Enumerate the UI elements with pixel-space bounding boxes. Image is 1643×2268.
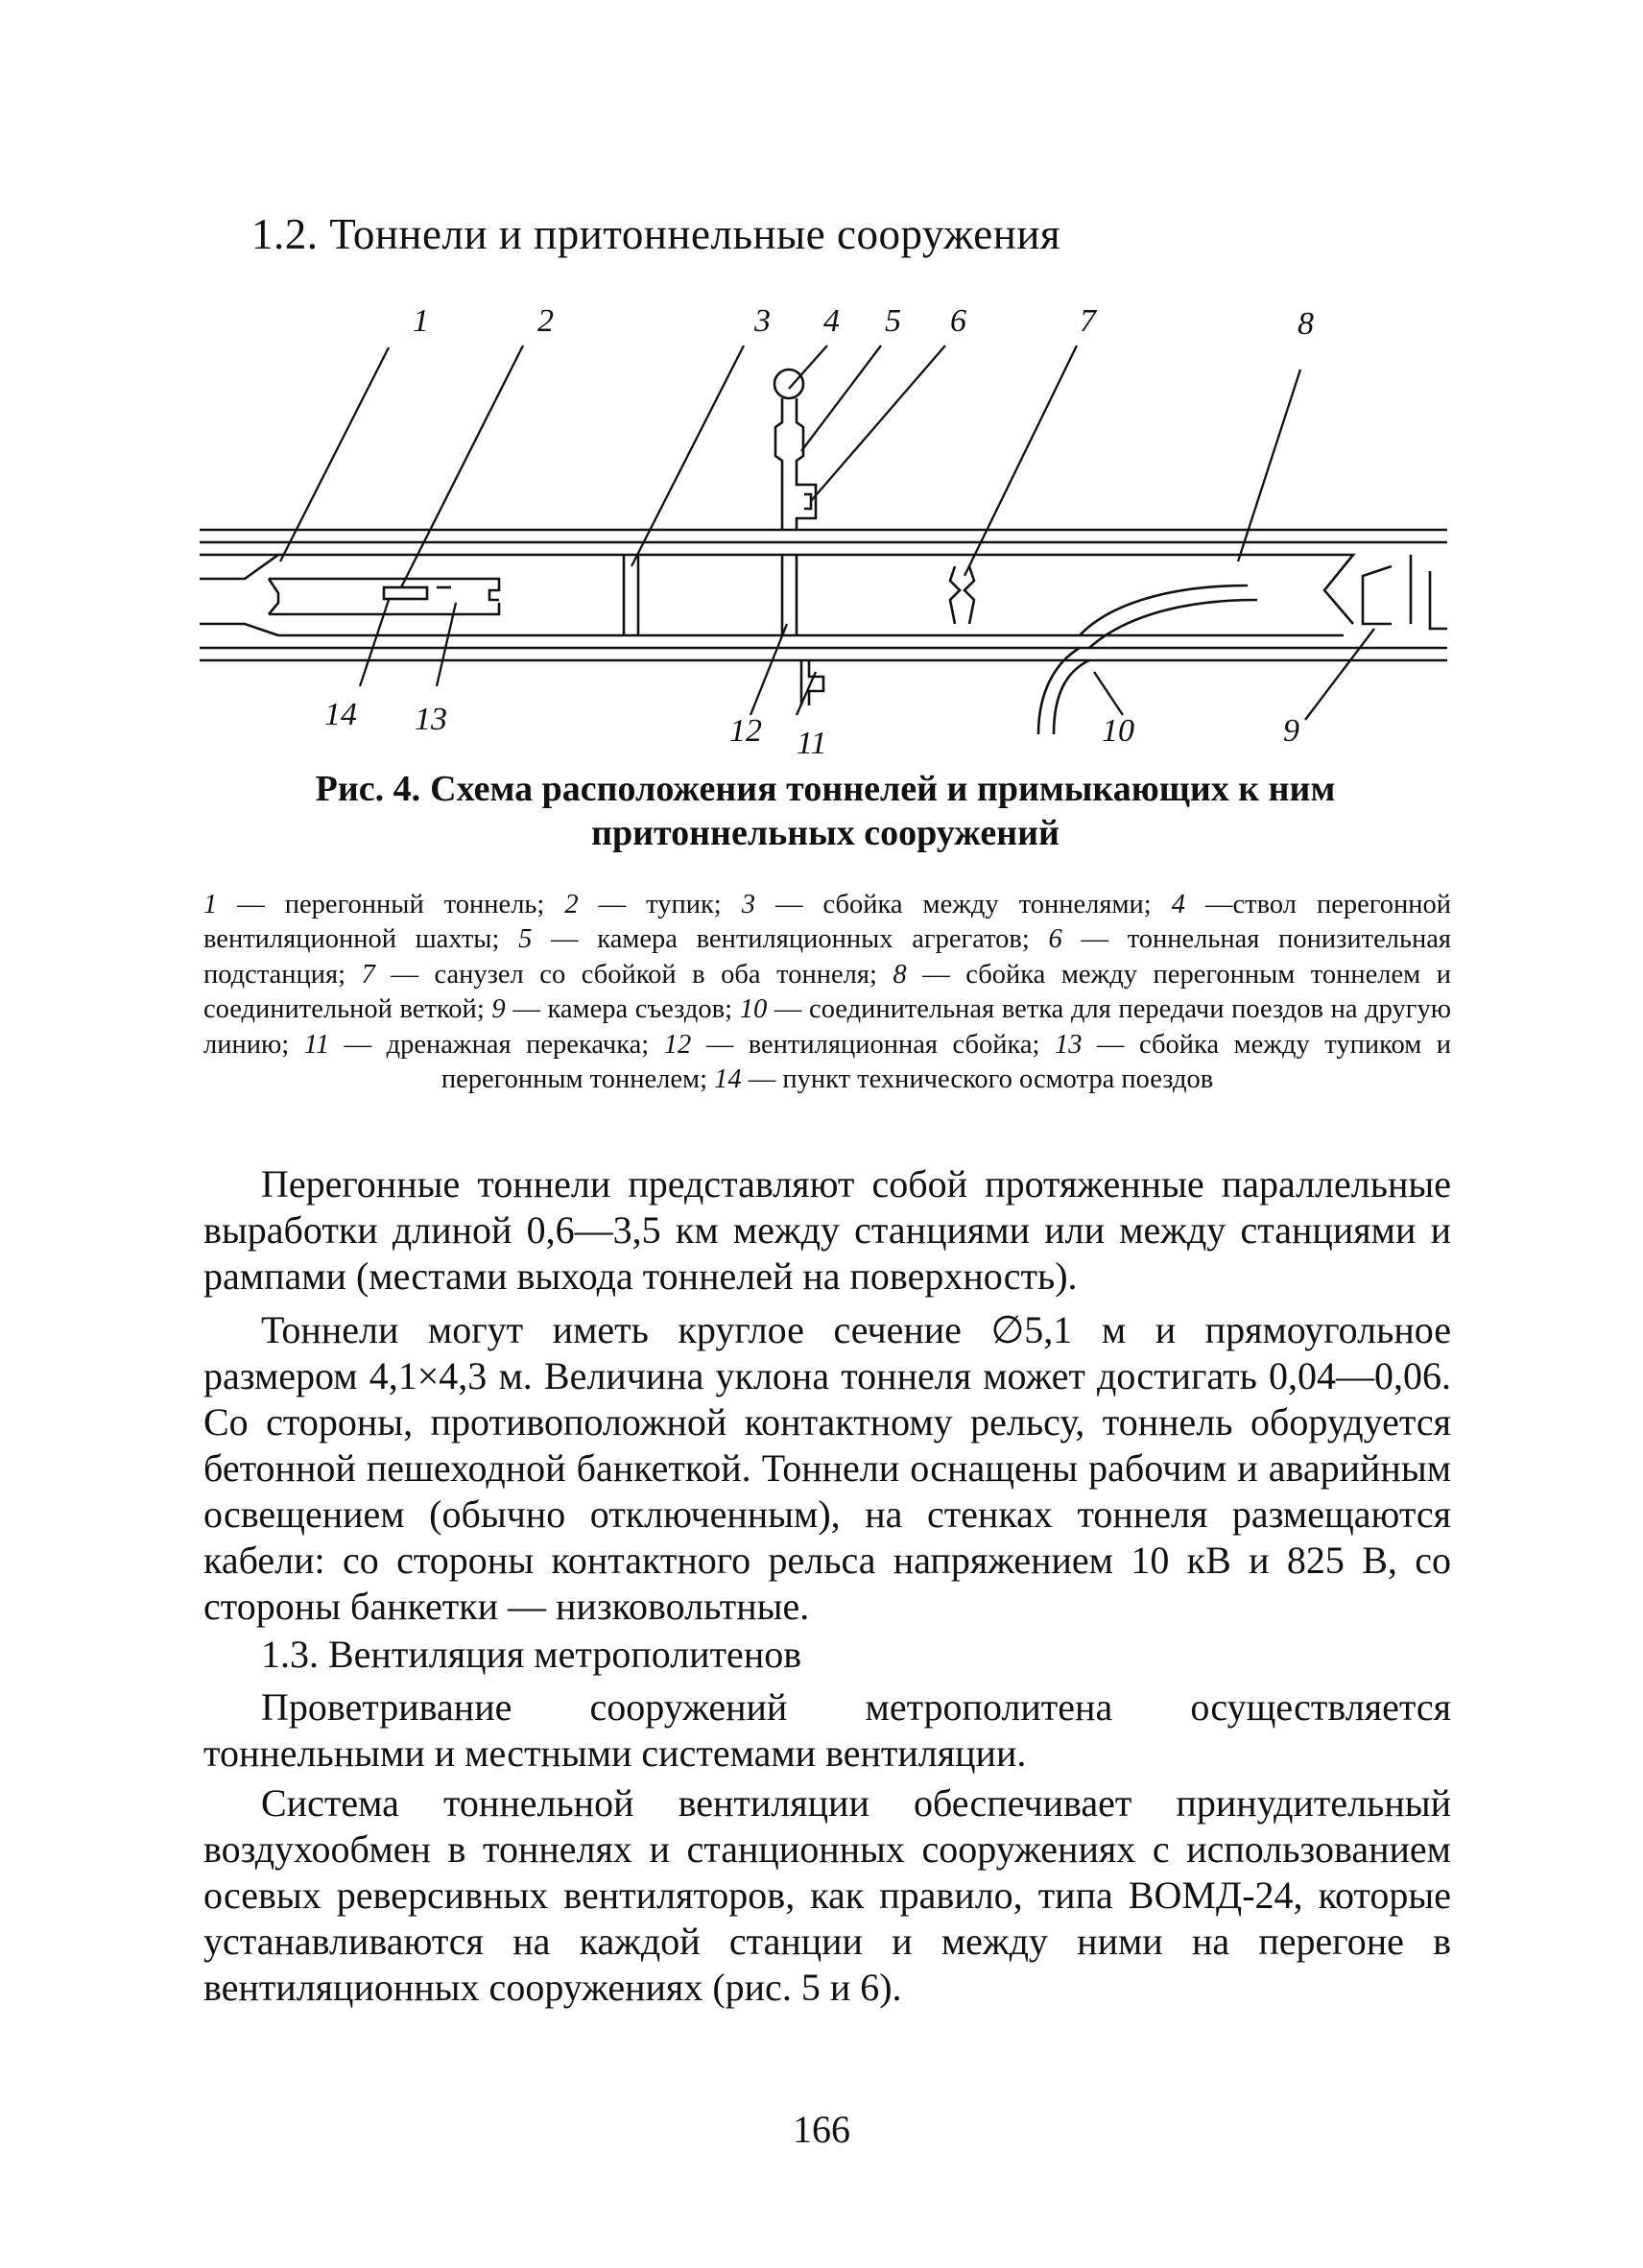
label-13: 13 bbox=[415, 702, 447, 737]
legend-num: 10 bbox=[739, 994, 768, 1025]
legend-num: 11 bbox=[303, 1029, 330, 1060]
legend-num: 13 bbox=[1055, 1029, 1083, 1060]
label-2: 2 bbox=[537, 303, 554, 339]
label-8: 8 bbox=[1298, 306, 1314, 342]
legend-text: — дренажная перекачка; bbox=[329, 1029, 664, 1060]
legend-text: — сбойка между перегонным тоннелем и соединительной веткой; bbox=[203, 959, 1451, 1025]
sub-heading: 1.3. Вентиляция метрополитенов bbox=[261, 1633, 802, 1676]
label-5: 5 bbox=[885, 303, 901, 339]
label-9: 9 bbox=[1283, 713, 1299, 749]
legend-num: 9 bbox=[491, 994, 506, 1025]
caption-label: Рис. 4. bbox=[315, 769, 421, 809]
legend-num: 12 bbox=[663, 1029, 692, 1060]
legend-num: 5 bbox=[518, 924, 533, 955]
label-3: 3 bbox=[754, 303, 771, 339]
leader-lines bbox=[280, 346, 1374, 720]
label-1: 1 bbox=[413, 303, 429, 339]
legend-num: 2 bbox=[564, 890, 579, 919]
legend-num: 7 bbox=[361, 959, 375, 990]
tunnel-layout-diagram bbox=[0, 0, 1643, 768]
legend-num: 4 bbox=[1171, 890, 1185, 919]
legend-num: 8 bbox=[893, 959, 907, 990]
figure-labels bbox=[324, 303, 1314, 761]
label-10: 10 bbox=[1102, 713, 1134, 749]
legend-num: 3 bbox=[741, 890, 755, 919]
legend-num: 14 bbox=[714, 1064, 742, 1095]
label-11: 11 bbox=[797, 726, 827, 761]
label-12: 12 bbox=[729, 713, 762, 749]
legend-text: — тоннельная понизительная подстанция; bbox=[203, 924, 1451, 990]
label-7: 7 bbox=[1080, 303, 1096, 339]
cross-passages bbox=[624, 555, 797, 635]
tunnel-walls bbox=[200, 530, 1447, 660]
label-4: 4 bbox=[823, 303, 840, 339]
dead-end-tunnel bbox=[269, 579, 499, 614]
paragraph-4: Система тоннельной вентиляции обеспечивает принудительный воздухообмен в тоннелях и станционных сооружениях с использованием осевых реверсивных вентиляторов, как правило, типа ВОМД-24, которые устанавливаются на каждой станции и между ними на перегоне в вентиляционных сооружениях (рис. 5 и 6). bbox=[203, 1781, 1451, 2009]
legend-text: — санузел со сбойкой в оба тоннеля; bbox=[374, 959, 893, 990]
legend-text: — камера съездов; bbox=[505, 994, 740, 1025]
label-14: 14 bbox=[324, 697, 357, 732]
paragraph-2: Тоннели могут иметь круглое сечение ∅5,1 м и прямоугольное размером 4,1×4,3 м. Величина уклона тоннеля может достигать 0,04—0,06. Со стороны, противоположной контактному рельсу, тоннель оборудуется бетонной пешеходной банкеткой. Тоннели оснащены рабочим и аварийным освещением (обычно отключенным), на стенках тоннеля размещаются кабели: со стороны контактного рельса напряжением 10 кВ и 825 В, со стороны банкетки — низковольтные. bbox=[203, 1308, 1451, 1628]
legend-text: — вентиляционная сбойка; bbox=[691, 1029, 1055, 1060]
legend-text: — сбойка между тоннелями; bbox=[754, 890, 1172, 919]
legend-text: — сбойка между тупиком и перегонным тоннелем; bbox=[441, 1029, 1451, 1095]
paragraph-3: Проветривание сооружений метрополитена осуществляется тоннельными и местными системами вентиляции. bbox=[203, 1685, 1451, 1775]
sanitary-node bbox=[950, 566, 974, 624]
legend-text: — соединительная ветка для передачи поездов на другую линию; bbox=[203, 994, 1452, 1060]
page-number: 166 bbox=[793, 2108, 850, 2151]
legend-num: 6 bbox=[1048, 924, 1062, 955]
legend-text: — тупик; bbox=[578, 890, 742, 919]
legend-text: —ствол перегонной вентиляционной шахты; bbox=[203, 890, 1451, 955]
legend-text: — камера вентиляционных агрегатов; bbox=[532, 924, 1049, 955]
vent-shaft bbox=[774, 370, 816, 530]
caption-text: Схема расположения тоннелей и примыкающих к ним притоннельных сооружений bbox=[430, 769, 1336, 853]
paragraph-1: Перегонные тоннели представляют собой протяженные параллельные выработки длиной 0,6—3,5 км между станциями или между станциями и рампами (местами выхода тоннелей на поверхность). bbox=[203, 1162, 1451, 1298]
figure-legend bbox=[203, 888, 1451, 1098]
section-heading: 1.2. Тоннели и притоннельные сооружения bbox=[251, 210, 1061, 258]
legend-text: — перегонный тоннель; bbox=[217, 890, 565, 919]
figure-caption bbox=[187, 768, 1464, 855]
legend-text: — пункт технического осмотра поездов bbox=[741, 1064, 1214, 1095]
legend-num: 1 bbox=[203, 890, 218, 919]
label-6: 6 bbox=[950, 303, 966, 339]
